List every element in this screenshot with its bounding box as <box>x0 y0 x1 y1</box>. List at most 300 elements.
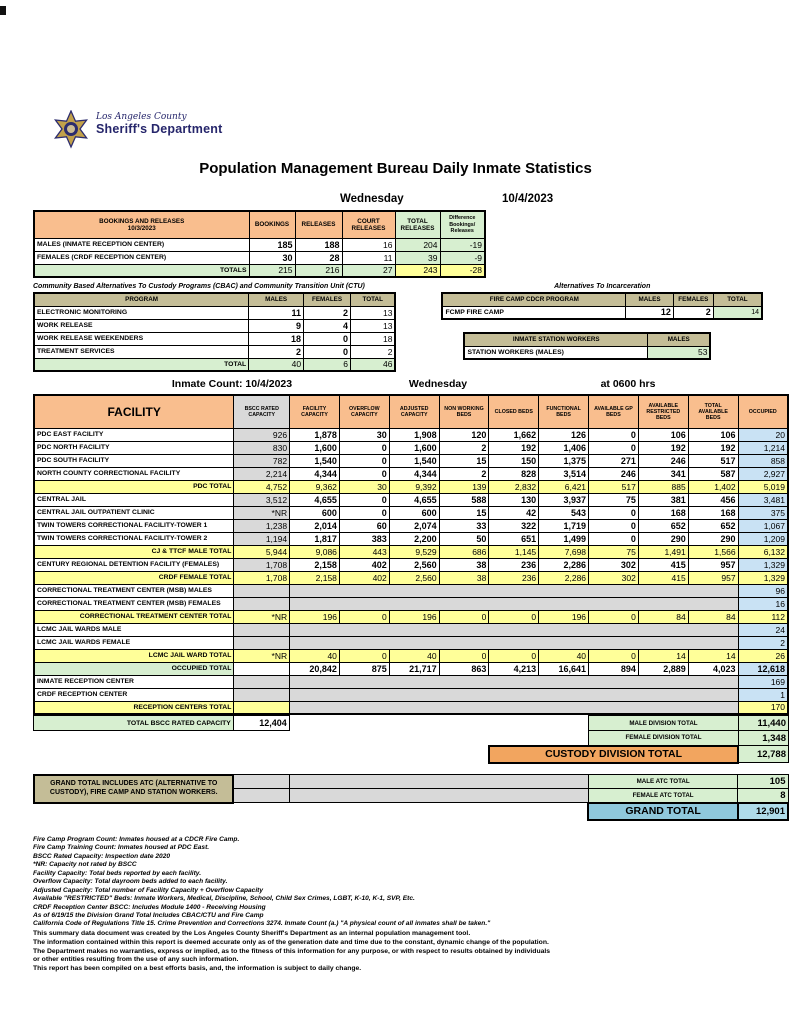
agency-county-label: Los Angeles County <box>96 112 187 122</box>
value-cell: 30 <box>249 251 295 264</box>
value-cell: 9,392 <box>389 480 439 493</box>
fire-camp-header-row <box>442 293 762 306</box>
value-cell: 50 <box>439 532 489 545</box>
value-cell: 16,641 <box>539 662 589 675</box>
value-cell: 0 <box>589 519 639 532</box>
bscc-total-row <box>34 716 789 731</box>
spacer <box>34 803 588 820</box>
facility-subrow <box>34 597 788 610</box>
grand-total-table <box>33 774 789 821</box>
value-cell: 4,344 <box>389 467 439 480</box>
column-header: RELEASES <box>295 211 342 238</box>
station-workers-block <box>463 332 763 360</box>
facility-name-cell: PDC EAST FACILITY <box>34 428 234 441</box>
value-cell: 40 <box>249 358 304 371</box>
cbac-row <box>34 319 395 332</box>
bscc-cell: 782 <box>234 454 290 467</box>
bscc-cell <box>234 584 290 597</box>
value-cell: 126 <box>539 428 589 441</box>
bscc-cell: 2,214 <box>234 467 290 480</box>
female-atc-total-label: FEMALE ATC TOTAL <box>588 789 738 803</box>
value-cell: 0 <box>589 532 639 545</box>
empty-cell <box>289 789 588 803</box>
value-cell: 9,362 <box>290 480 340 493</box>
occupied-cell: 1,214 <box>738 441 788 454</box>
value-cell: 2,560 <box>389 558 439 571</box>
value-cell: 828 <box>489 467 539 480</box>
totals-label-cell: TOTAL <box>34 358 249 371</box>
value-cell: 2 <box>249 345 304 358</box>
value-cell: 9 <box>249 319 304 332</box>
value-cell: 0 <box>439 610 489 623</box>
facility-total-row <box>34 545 788 558</box>
totals-label-cell: RECEPTION CENTERS TOTAL <box>34 701 234 714</box>
value-cell: 290 <box>688 532 738 545</box>
fire-camp-row <box>442 306 762 319</box>
inmate-count-label: Inmate Count: 10/4/2023 <box>171 378 293 390</box>
facility-row <box>34 493 788 506</box>
male-atc-row <box>34 775 788 789</box>
value-cell: 26 <box>738 649 788 662</box>
value-cell: 543 <box>539 506 589 519</box>
facility-row <box>34 467 788 480</box>
value-cell: 0 <box>339 493 389 506</box>
value-cell: 3,937 <box>539 493 589 506</box>
alternatives-block <box>441 283 763 360</box>
occupied-cell: 2 <box>738 636 788 649</box>
bscc-cell: 1,238 <box>234 519 290 532</box>
female-division-row <box>34 731 789 746</box>
value-cell: 517 <box>688 454 738 467</box>
footnote-line: *NR: Capacity not rated by BSCC <box>33 861 137 869</box>
facility-name-cell: CENTRAL JAIL OUTPATIENT CLINIC <box>34 506 234 519</box>
value-cell: 5,944 <box>234 545 290 558</box>
fire-camp-header: FIRE CAMP CDCR PROGRAM <box>442 293 625 306</box>
value-cell: 2,832 <box>489 480 539 493</box>
bscc-cell: 3,512 <box>234 493 290 506</box>
value-cell: 0 <box>339 506 389 519</box>
value-cell: 4,213 <box>489 662 539 675</box>
value-cell: 1,499 <box>539 532 589 545</box>
value-cell: 415 <box>638 558 688 571</box>
cbac-row <box>34 345 395 358</box>
station-workers-header-row <box>464 333 710 346</box>
bookings-title-line2: 10/3/2023 <box>127 224 156 232</box>
value-cell: 1,145 <box>489 545 539 558</box>
facility-table <box>33 394 789 715</box>
facility-row <box>34 519 788 532</box>
bscc-cell <box>234 701 290 714</box>
totals-label-cell: PDC TOTAL <box>34 480 234 493</box>
occupied-cell: 1,329 <box>738 558 788 571</box>
occupied-cell: 170 <box>738 701 788 714</box>
bscc-cell: 926 <box>234 428 290 441</box>
value-cell: 5,019 <box>738 480 788 493</box>
count-time-label: at 0600 hrs <box>600 378 656 390</box>
facility-name-cell: CORRECTIONAL TREATMENT CENTER (MSB) MALES <box>34 584 234 597</box>
bookings-totals-row <box>34 264 485 277</box>
merged-empty-cell <box>290 675 738 688</box>
male-atc-total-value: 105 <box>738 775 788 789</box>
column-header: MALES <box>626 293 674 306</box>
value-cell: 246 <box>638 454 688 467</box>
value-cell: 2,074 <box>389 519 439 532</box>
value-cell: 21,717 <box>389 662 439 675</box>
value-cell: 33 <box>439 519 489 532</box>
facility-subrow <box>34 636 788 649</box>
value-cell: 192 <box>489 441 539 454</box>
value-cell: 192 <box>638 441 688 454</box>
value-cell: 9,086 <box>290 545 340 558</box>
value-cell: 168 <box>638 506 688 519</box>
value-cell: *NR <box>234 610 290 623</box>
custody-division-row <box>34 746 789 763</box>
spacer <box>289 716 588 731</box>
occupied-cell: 1 <box>738 688 788 701</box>
value-cell: *NR <box>234 649 290 662</box>
alternatives-title: Alternatives To Incarceration <box>554 283 651 290</box>
facility-row <box>34 441 788 454</box>
bscc-cell: 1,194 <box>234 532 290 545</box>
value-cell: 130 <box>489 493 539 506</box>
value-cell: 2,014 <box>290 519 340 532</box>
value-cell: 12 <box>626 306 674 319</box>
value-cell: 0 <box>439 649 489 662</box>
value-cell: 4,655 <box>290 493 340 506</box>
facility-row <box>34 454 788 467</box>
value-cell: 587 <box>688 467 738 480</box>
facility-header-row <box>34 395 788 428</box>
custody-division-total-value: 12,788 <box>738 746 788 763</box>
value-cell: 290 <box>638 532 688 545</box>
column-header: TOTAL RELEASES <box>395 211 440 238</box>
facility-total-row <box>34 480 788 493</box>
column-header: TOTAL AVAILABLE BEDS <box>688 395 738 428</box>
male-division-total-label: MALE DIVISION TOTAL <box>589 716 739 731</box>
value-cell: -19 <box>440 238 485 251</box>
column-header: BOOKINGS <box>249 211 295 238</box>
facility-name-cell: INMATE RECEPTION CENTER <box>34 675 234 688</box>
value-cell: 215 <box>249 264 295 277</box>
value-cell: 652 <box>638 519 688 532</box>
cbac-header-row <box>34 293 395 306</box>
empty-cell <box>233 775 289 789</box>
value-cell: 2,889 <box>638 662 688 675</box>
facility-row <box>34 532 788 545</box>
facility-name-cell: PDC NORTH FACILITY <box>34 441 234 454</box>
column-header: OVERFLOW CAPACITY <box>339 395 389 428</box>
value-cell: 2 <box>673 306 713 319</box>
station-workers-table <box>463 332 711 360</box>
facility-name-cell: PDC SOUTH FACILITY <box>34 454 234 467</box>
value-cell: 0 <box>339 649 389 662</box>
value-cell: 168 <box>688 506 738 519</box>
facility-name-cell: LCMC JAIL WARDS FEMALE <box>34 636 234 649</box>
value-cell: 13 <box>351 319 396 332</box>
value-cell: 456 <box>688 493 738 506</box>
value-cell: 600 <box>290 506 340 519</box>
value-cell: 38 <box>439 558 489 571</box>
value-cell: 15 <box>439 454 489 467</box>
value-cell: 0 <box>589 649 639 662</box>
row-label-cell: WORK RELEASE WEEKENDERS <box>34 332 249 345</box>
cbac-title: Community Based Alternatives To Custody Programs (CBAC) and Community Transition Unit (CTU) <box>33 283 365 290</box>
division-summary-table <box>33 715 789 764</box>
column-header: OCCUPIED <box>738 395 788 428</box>
agency-department-label: Sheriff's Department <box>96 122 223 136</box>
row-label-cell: STATION WORKERS (MALES) <box>464 346 647 359</box>
value-cell: 185 <box>249 238 295 251</box>
value-cell: 686 <box>439 545 489 558</box>
value-cell: 443 <box>339 545 389 558</box>
facility-name-cell: TWIN TOWERS CORRECTIONAL FACILITY-TOWER 2 <box>34 532 234 545</box>
bscc-cell <box>234 662 290 675</box>
value-cell: 3,514 <box>539 467 589 480</box>
male-division-total-value: 11,440 <box>738 716 788 731</box>
value-cell: 15 <box>439 506 489 519</box>
value-cell: 30 <box>339 480 389 493</box>
value-cell: 1,708 <box>234 571 290 584</box>
custody-division-total-label: CUSTODY DIVISION TOTAL <box>489 746 739 763</box>
cbac-table <box>33 292 396 372</box>
value-cell: 2 <box>351 345 396 358</box>
column-header: ADJUSTED CAPACITY <box>389 395 439 428</box>
agency-header <box>52 110 222 150</box>
column-header: BSCC RATED CAPACITY <box>234 395 290 428</box>
disclaimer-line: This summary data document was created by the Los Angeles County Sheriff's Department as an internal population management tool. <box>33 930 471 937</box>
value-cell: 0 <box>589 610 639 623</box>
programs-section <box>33 283 763 372</box>
merged-empty-cell <box>290 701 738 714</box>
value-cell: 0 <box>489 610 539 623</box>
footnote-line: BSCC Rated Capacity: Inspection date 2020 <box>33 852 171 860</box>
value-cell: 192 <box>688 441 738 454</box>
value-cell: 2,286 <box>539 571 589 584</box>
value-cell: 0 <box>339 441 389 454</box>
value-cell: 652 <box>688 519 738 532</box>
column-header: FACILITY <box>34 395 234 428</box>
empty-cell <box>289 775 588 789</box>
value-cell: 11 <box>342 251 395 264</box>
value-cell: 0 <box>304 345 351 358</box>
value-cell: 0 <box>304 332 351 345</box>
value-cell: 38 <box>439 571 489 584</box>
bscc-cell <box>234 636 290 649</box>
value-cell: 39 <box>395 251 440 264</box>
value-cell: 196 <box>389 610 439 623</box>
occupied-cell: 96 <box>738 584 788 597</box>
facility-total-row <box>34 610 788 623</box>
value-cell: 236 <box>489 558 539 571</box>
facility-name-cell: TWIN TOWERS CORRECTIONAL FACILITY-TOWER 1 <box>34 519 234 532</box>
value-cell: 14 <box>713 306 762 319</box>
facility-subrow <box>34 584 788 597</box>
value-cell: 0 <box>339 467 389 480</box>
grand-total-value: 12,901 <box>738 803 788 820</box>
column-header: NON WORKING BEDS <box>439 395 489 428</box>
value-cell: 53 <box>647 346 710 359</box>
occupied-cell: 858 <box>738 454 788 467</box>
footnote-line: CRDF Reception Center BSCC: Includes Module 1400 - Receiving Housing <box>33 903 266 911</box>
footnote-line: Facility Capacity: Total beds reported by each facility. <box>33 869 202 877</box>
facility-name-cell: CORRECTIONAL TREATMENT CENTER (MSB) FEMALES <box>34 597 234 610</box>
value-cell: 0 <box>339 610 389 623</box>
value-cell: 1,402 <box>688 480 738 493</box>
value-cell: 196 <box>539 610 589 623</box>
value-cell: 517 <box>589 480 639 493</box>
bookings-row <box>34 251 485 264</box>
occupied-cell: 1,209 <box>738 532 788 545</box>
occupied-cell: 20 <box>738 428 788 441</box>
value-cell: 13 <box>351 306 396 319</box>
row-label-cell: TREATMENT SERVICES <box>34 345 249 358</box>
value-cell: 381 <box>638 493 688 506</box>
cbac-totals-row <box>34 358 395 371</box>
value-cell: 1,540 <box>389 454 439 467</box>
footnote-line: Fire Camp Training Count: Inmates housed at PDC East. <box>33 844 210 852</box>
totals-label-cell: LCMC JAIL WARD TOTAL <box>34 649 234 662</box>
value-cell: 2,560 <box>389 571 439 584</box>
value-cell: 1,719 <box>539 519 589 532</box>
value-cell: 341 <box>638 467 688 480</box>
bookings-title-line1: BOOKINGS AND RELEASES <box>99 217 185 225</box>
column-header: AVAILABLE GP BEDS <box>589 395 639 428</box>
disclaimer-line: or other entities resulting from the use of any such information. <box>33 956 239 964</box>
female-division-total-label: FEMALE DIVISION TOTAL <box>589 731 739 746</box>
bscc-cell <box>234 675 290 688</box>
value-cell: 885 <box>638 480 688 493</box>
value-cell: 11 <box>249 306 304 319</box>
column-header: FEMALES <box>673 293 713 306</box>
facility-row <box>34 428 788 441</box>
value-cell: 84 <box>688 610 738 623</box>
column-header: COURT RELEASES <box>342 211 395 238</box>
value-cell: 4 <box>304 319 351 332</box>
value-cell: 42 <box>489 506 539 519</box>
footnote-line: Available "RESTRICTED" Beds: Inmate Workers, Medical, Discipline, School, Child Sex Crimes, LGBT, K-10, K-1, SVP, Etc. <box>33 895 415 903</box>
value-cell: 188 <box>295 238 342 251</box>
value-cell: 4,752 <box>234 480 290 493</box>
value-cell: 150 <box>489 454 539 467</box>
merged-empty-cell <box>290 597 738 610</box>
column-header: FUNCTIONAL BEDS <box>539 395 589 428</box>
value-cell: 1,540 <box>290 454 340 467</box>
value-cell: 0 <box>589 506 639 519</box>
value-cell: 0 <box>589 428 639 441</box>
facility-caption <box>33 378 789 394</box>
value-cell: 875 <box>339 662 389 675</box>
disclaimer-line: The information contained within this report is deemed accurate only as of the generation date and time due to the constant, dynamic change of the population. <box>33 938 549 946</box>
occupied-cell: 12,618 <box>738 662 788 675</box>
value-cell: 402 <box>339 571 389 584</box>
value-cell: 106 <box>688 428 738 441</box>
facility-total-row <box>34 701 788 714</box>
value-cell: 75 <box>589 493 639 506</box>
row-label-cell: ELECTRONIC MONITORING <box>34 306 249 319</box>
value-cell: 402 <box>339 558 389 571</box>
value-cell: 302 <box>589 558 639 571</box>
value-cell: 1,600 <box>290 441 340 454</box>
column-header: TOTAL <box>713 293 762 306</box>
footnote-line: California Code of Regulations Title 15. Crime Prevention and Corrections 3274. Inmate Count (a.) "A physical count of all inmates shall be taken." <box>33 920 491 928</box>
row-label-cell: MALES (INMATE RECEPTION CENTER) <box>34 238 249 251</box>
page-title: Population Management Bureau Daily Inmate Statistics <box>199 160 592 177</box>
disclaimer-line: The Department makes no warranties, express or implied, as to the fitness of this information for any purpose, or with respect to results obtained by individuals <box>33 947 551 955</box>
value-cell: -28 <box>440 264 485 277</box>
value-cell: 1,662 <box>489 428 539 441</box>
value-cell: 1,878 <box>290 428 340 441</box>
bookings-releases-table <box>33 210 486 278</box>
value-cell: 28 <box>295 251 342 264</box>
empty-cell <box>233 789 289 803</box>
value-cell: 863 <box>439 662 489 675</box>
value-cell: 20,842 <box>290 662 340 675</box>
merged-empty-cell <box>290 623 738 636</box>
facility-total-row <box>34 662 788 675</box>
value-cell: 18 <box>351 332 396 345</box>
bscc-total-label: TOTAL BSCC RATED CAPACITY <box>34 716 234 731</box>
value-cell: 588 <box>439 493 489 506</box>
value-cell: 27 <box>342 264 395 277</box>
occupied-cell: 24 <box>738 623 788 636</box>
value-cell: 46 <box>351 358 396 371</box>
merged-empty-cell <box>290 636 738 649</box>
footnote-line: Fire Camp Program Count: Inmates housed at a CDCR Fire Camp. <box>33 836 240 843</box>
value-cell: 4,655 <box>389 493 439 506</box>
value-cell: 1,491 <box>638 545 688 558</box>
scan-artifact <box>0 6 6 15</box>
value-cell: 18 <box>249 332 304 345</box>
agency-name-block <box>96 112 222 136</box>
value-cell: 322 <box>489 519 539 532</box>
value-cell: 40 <box>389 649 439 662</box>
value-cell: 4,023 <box>688 662 738 675</box>
value-cell: 957 <box>688 571 738 584</box>
sheriff-star-icon <box>52 110 90 150</box>
totals-label-cell: TOTALS <box>34 264 249 277</box>
value-cell: 1,566 <box>688 545 738 558</box>
value-cell: 243 <box>395 264 440 277</box>
value-cell: 415 <box>638 571 688 584</box>
value-cell: 9,529 <box>389 545 439 558</box>
value-cell: 6,132 <box>738 545 788 558</box>
cbac-row <box>34 306 395 319</box>
row-label-cell: WORK RELEASE <box>34 319 249 332</box>
value-cell: 204 <box>395 238 440 251</box>
column-header: Difference Bookings/ Releases <box>440 211 485 238</box>
value-cell: 0 <box>489 649 539 662</box>
occupied-cell: 3,481 <box>738 493 788 506</box>
occupied-cell: 169 <box>738 675 788 688</box>
spacer <box>34 731 589 746</box>
value-cell: 40 <box>539 649 589 662</box>
value-cell: 302 <box>589 571 639 584</box>
female-division-total-value: 1,348 <box>738 731 788 746</box>
value-cell: 216 <box>295 264 342 277</box>
bscc-cell: 830 <box>234 441 290 454</box>
footnote-line: Overflow Capacity: Total dayroom beds added to each facility. <box>33 878 228 886</box>
value-cell: 0 <box>339 454 389 467</box>
value-cell: 2 <box>304 306 351 319</box>
value-cell: 1,908 <box>389 428 439 441</box>
facility-section <box>33 378 789 821</box>
facility-total-row <box>34 571 788 584</box>
female-atc-total-value: 8 <box>738 789 788 803</box>
row-label-cell: FCMP FIRE CAMP <box>442 306 625 319</box>
bscc-cell: 1,708 <box>234 558 290 571</box>
value-cell: 7,698 <box>539 545 589 558</box>
facility-name-cell: CRDF RECEPTION CENTER <box>34 688 234 701</box>
